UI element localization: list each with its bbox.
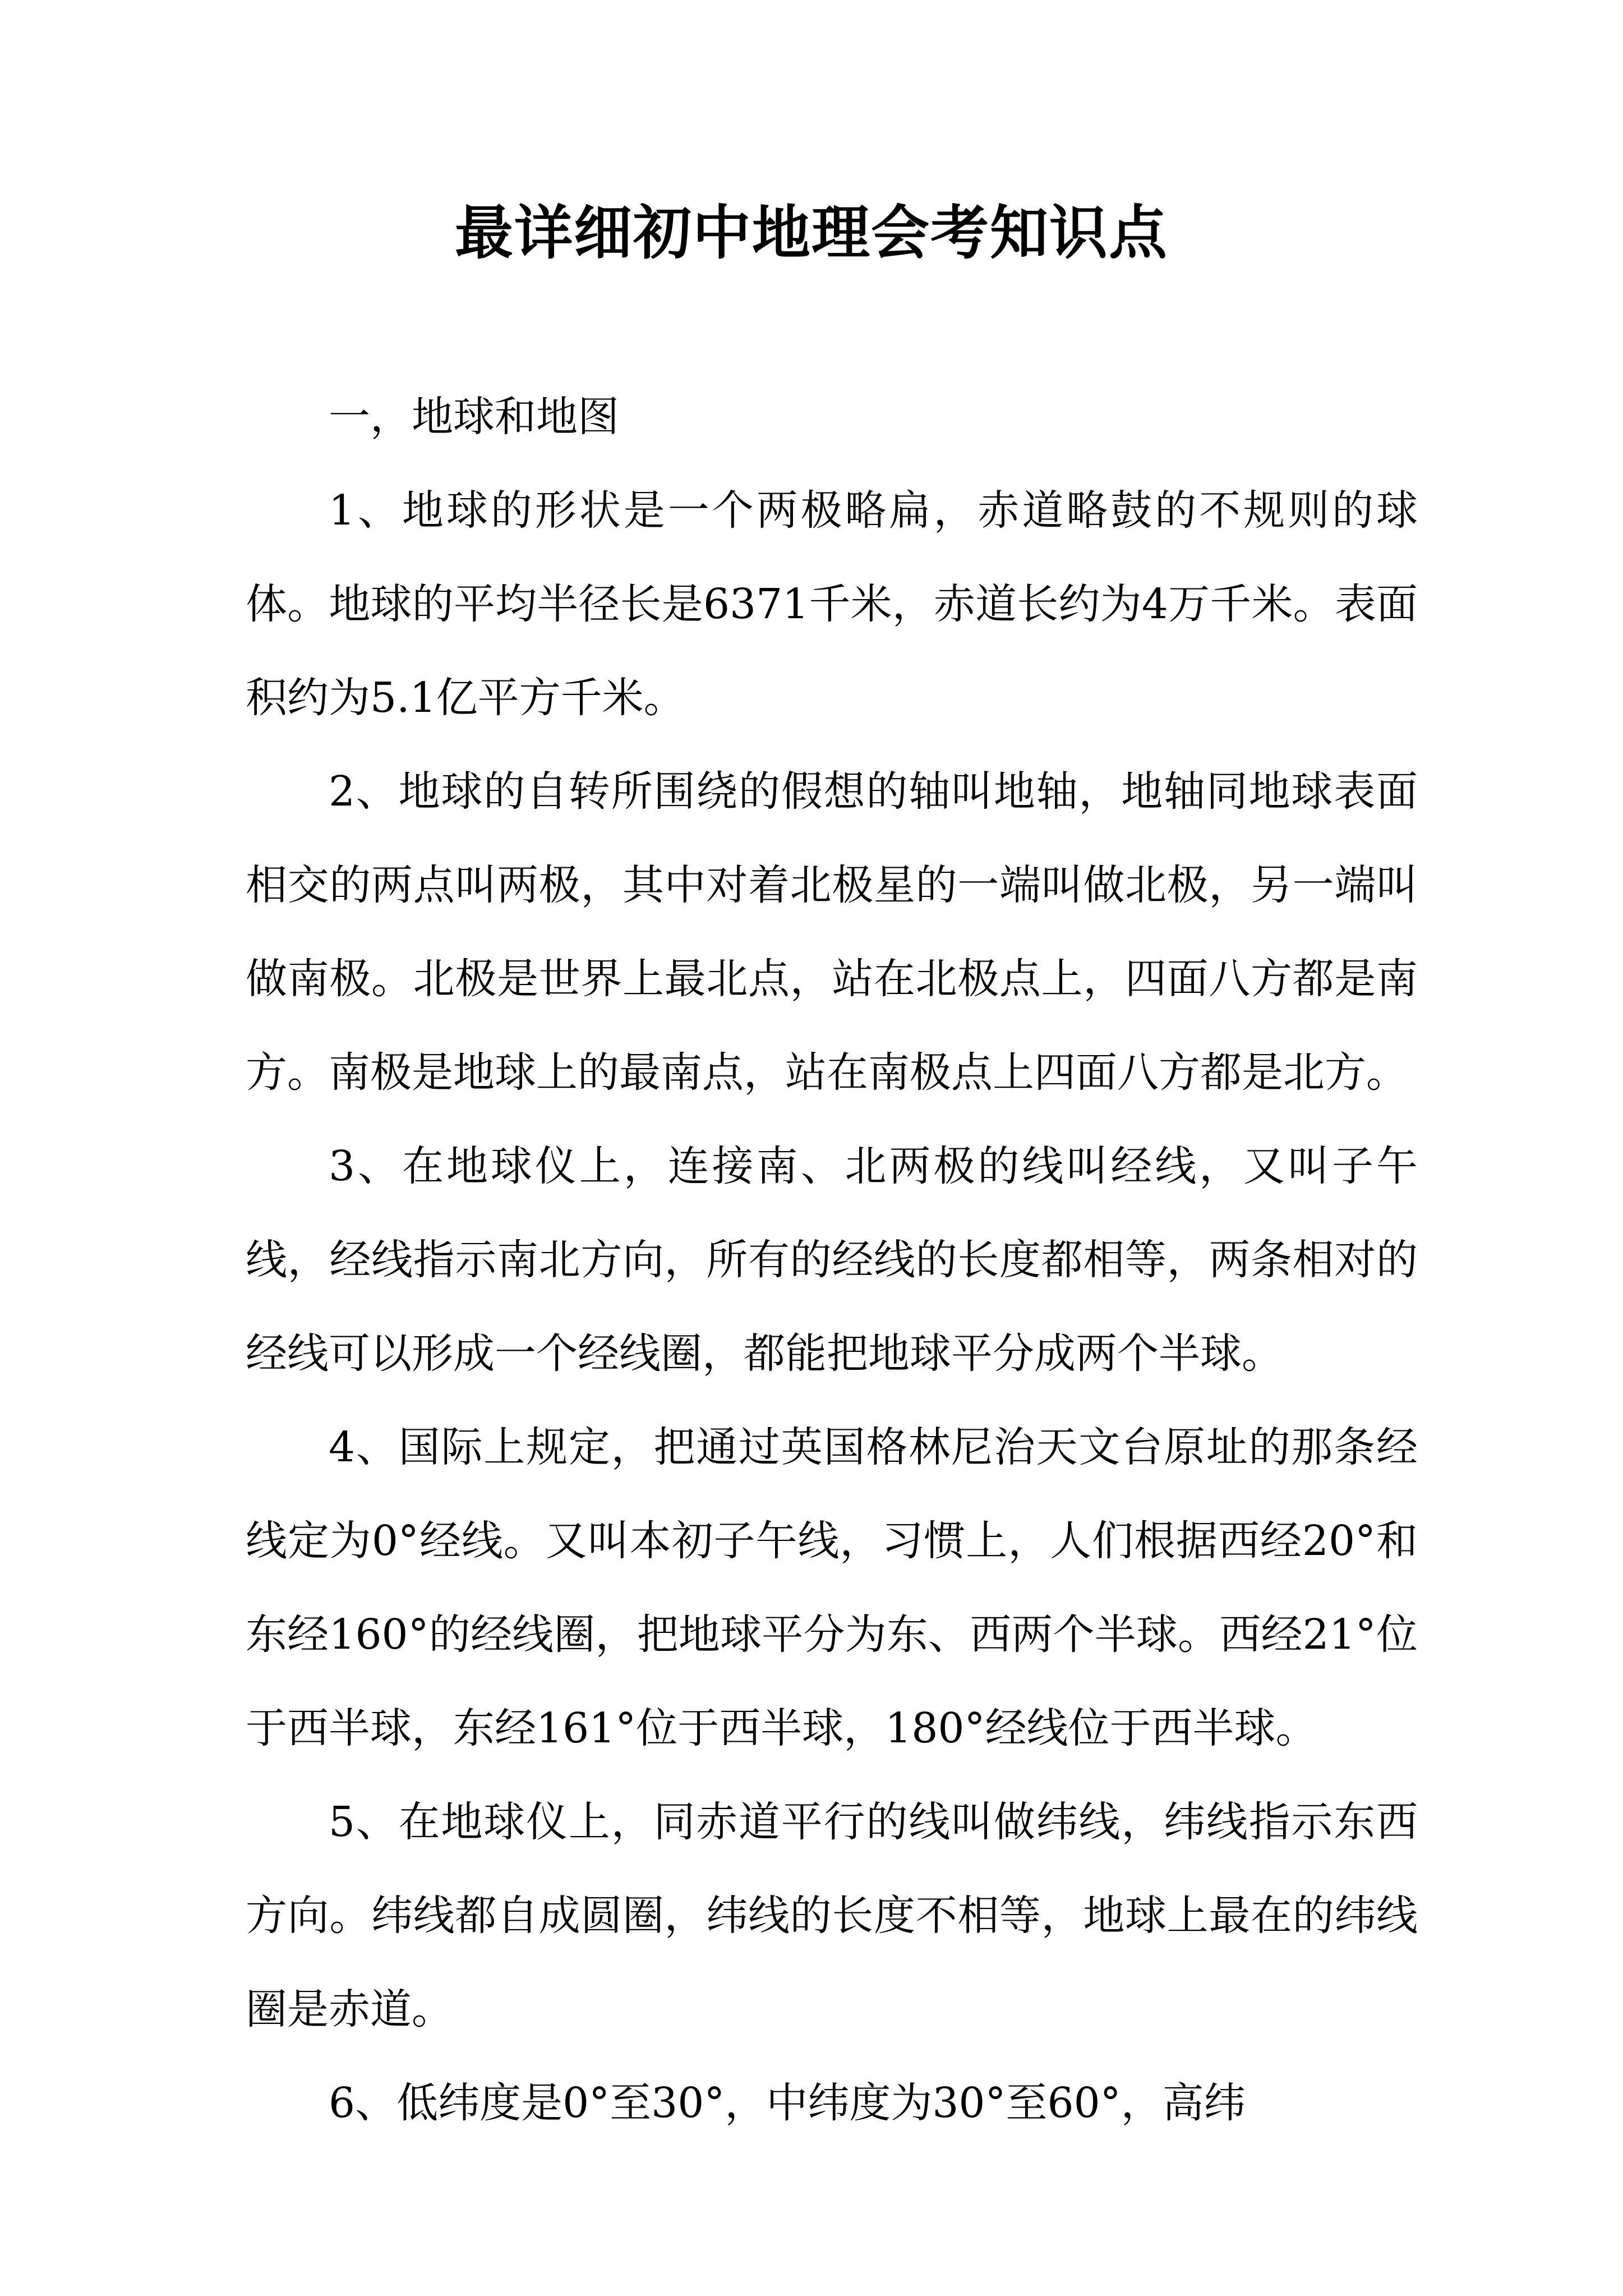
paragraph-5: 5、在地球仪上，同赤道平行的线叫做纬线，纬线指示东西方向。纬线都自成圆圈，纬线的长度不相等，地球上最在的纬线圈是赤道。 xyxy=(246,1798,1418,2033)
document-title: 最详细初中地理会考知识点 xyxy=(454,198,1168,267)
paragraph-1: 1、地球的形状是一个两极略扁，赤道略鼓的不规则的球体。地球的平均半径长是6371千米，赤道长约为4万千米。表面积约为5.1亿平方千米。 xyxy=(246,486,1418,722)
document-body xyxy=(246,370,1418,2150)
paragraph-3: 3、在地球仪上，连接南、北两极的线叫经线，又叫子午线，经线指示南北方向，所有的经线的长度都相等，两条相对的经线可以形成一个经线圈，都能把地球平分成两个半球。 xyxy=(246,1142,1418,1378)
paragraph-2: 2、地球的自转所围绕的假想的轴叫地轴，地轴同地球表面相交的两点叫两极，其中对着北极星的一端叫做北极，另一端叫做南极。北极是世界上最北点，站在北极点上，四面八方都是南方。南极是地球上的最南点，站在南极点上四面八方都是北方。 xyxy=(246,767,1418,1097)
section-heading: 一，地球和地图 xyxy=(329,393,619,441)
paragraph-4: 4、国际上规定，把通过英国格林尼治天文台原址的那条经线定为0°经线。又叫本初子午线，习惯上，人们根据西经20°和东经160°的经线圈，把地球平分为东、西两个半球。西经21°位于西半球，东经161°位于西半球，180°经线位于西半球。 xyxy=(246,1423,1418,1752)
paragraph-6: 6、低纬度是0°至30°，中纬度为30°至60°，高纬 xyxy=(329,2079,1246,2127)
